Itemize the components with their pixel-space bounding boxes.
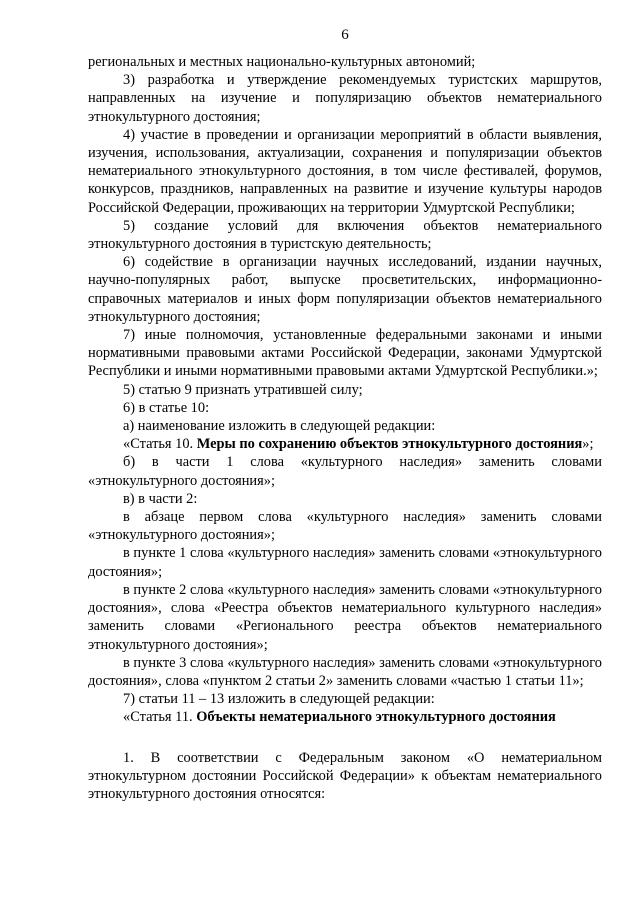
text-run: в пункте 2 слова «культурного наследия» заменить словами «этнокультурного достояния», слова «Реестра объектов нематериального культурного наследия» заменить словами «Регионального реестра объектов нематериального этнокультурного достояния»; [88,581,602,653]
text-run: 1. В соответствии с Федеральным законом «О нематериальном этнокультурном достоянии Российской Федерации» к объектам нематериального этнокультурного достояния относятся: [88,749,602,802]
document-body [88,53,602,803]
text-run: региональных и местных национально-культурных автономий; [88,54,476,70]
bold-text: Меры по сохранению объектов этнокультурного достояния [196,436,583,453]
paragraph [88,399,602,417]
text-run: »; [582,436,594,453]
text-run: в пункте 1 слова «культурного наследия» заменить словами «этнокультурного достояния»; [88,545,602,580]
paragraph [88,71,602,126]
text-run: «Статья 10. [123,436,197,453]
paragraph [88,126,602,217]
text-run: 6) содействие в организации научных исследований, издании научных, научно-популярных работ, выпуске просветительских, информационно-справочных материалов и иных форм популяризации объектов нематериального этнокультурного достояния; [88,254,602,325]
paragraph [88,417,602,435]
paragraph [88,690,602,708]
text-run: 7) статьи 11 – 13 изложить в следующей редакции: [123,691,435,708]
text-run: 7) иные полномочия, установленные федеральными законами и иными нормативными правовыми актами Российской Федерации, законами Удмуртской Республики и иными нормативными правовыми актами Удмуртской Республики.»; [88,327,602,380]
text-run: б) в части 1 слова «культурного наследия» заменить словами «этнокультурного достояния»; [88,454,602,489]
text-run: 5) создание условий для включения объектов нематериального этнокультурного достояния в туристскую деятельность; [88,217,602,253]
paragraph [88,581,602,654]
text-run: 5) статью 9 признать утратившей силу; [123,381,363,398]
text-run: 4) участие в проведении и организации мероприятий в области выявления, изучения, использования, актуализации, сохранения и популяризации объектов нематериального этнокультурного достояния, в том числе фестивалей, форумов, конкурсов, праздников, направленных на развитие и изучение культуры народов Российской Федерации, проживающих на территории Удмуртской Республики; [88,126,602,216]
text-run: в пункте 3 слова «культурного наследия» заменить словами «этнокультурного достояния», слова «пунктом 2 статьи 2» заменить словами «частью 1 статьи 11»; [88,654,602,689]
paragraph [88,435,602,453]
paragraph [88,453,602,489]
paragraph [88,217,602,253]
paragraph [88,708,602,726]
paragraph [88,749,602,804]
paragraph [88,544,602,580]
page-number: 6 [341,27,349,43]
paragraph [88,326,602,381]
paragraph [88,508,602,544]
paragraph [88,654,602,690]
text-run: в) в части 2: [123,490,198,507]
text-run: в абзаце первом слова «культурного наследия» заменить словами «этнокультурного достояния»; [88,509,602,544]
paragraph [88,381,602,399]
text-run: а) наименование изложить в следующей редакции: [123,418,436,435]
text-run: 3) разработка и утверждение рекомендуемых туристских маршрутов, направленных на изучение и популяризацию объектов нематериального этнокультурного достояния; [88,72,602,125]
paragraph [88,490,602,508]
bold-text: Объекты нематериального этнокультурного достояния [196,709,556,726]
paragraph-spacer [88,727,602,749]
text-run: 6) в статье 10: [123,399,210,416]
paragraph [88,253,602,326]
text-run: «Статья 11. [123,709,197,726]
paragraph [88,53,602,71]
